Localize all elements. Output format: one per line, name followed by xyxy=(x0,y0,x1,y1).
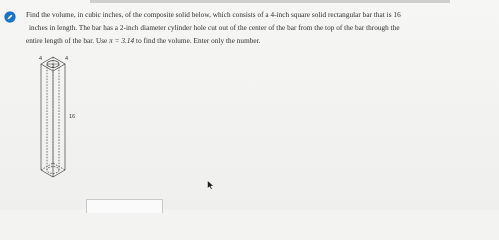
bar-diagram xyxy=(18,52,88,192)
question-line-3 xyxy=(26,35,494,48)
label-diameter: 2 xyxy=(51,64,55,70)
question-text xyxy=(26,9,494,48)
answer-field[interactable] xyxy=(86,199,163,213)
question-line-2: inches in length. The bar has a 2-inch diameter cylinder hole cut out of the center of the bar from the top of the bar through the xyxy=(29,24,400,32)
question-line-1: Find the volume, in cubic inches, of the composite solid below, which consists of a 4-inch square solid rectangular bar that is 16 xyxy=(26,11,401,19)
label-depth: 4 xyxy=(65,56,69,62)
top-divider xyxy=(90,0,450,3)
pi-expression: π = 3.14 xyxy=(109,37,135,45)
label-width: 4 xyxy=(39,56,43,62)
composite-solid-figure xyxy=(18,52,88,192)
mouse-cursor-icon xyxy=(207,180,215,190)
question-line-3-start: entire length of the bar. Use xyxy=(26,37,110,45)
question-line-3-end: to find the volume. Enter only the number. xyxy=(134,37,261,45)
pencil-icon xyxy=(4,11,16,23)
label-length: 16 xyxy=(69,114,76,120)
